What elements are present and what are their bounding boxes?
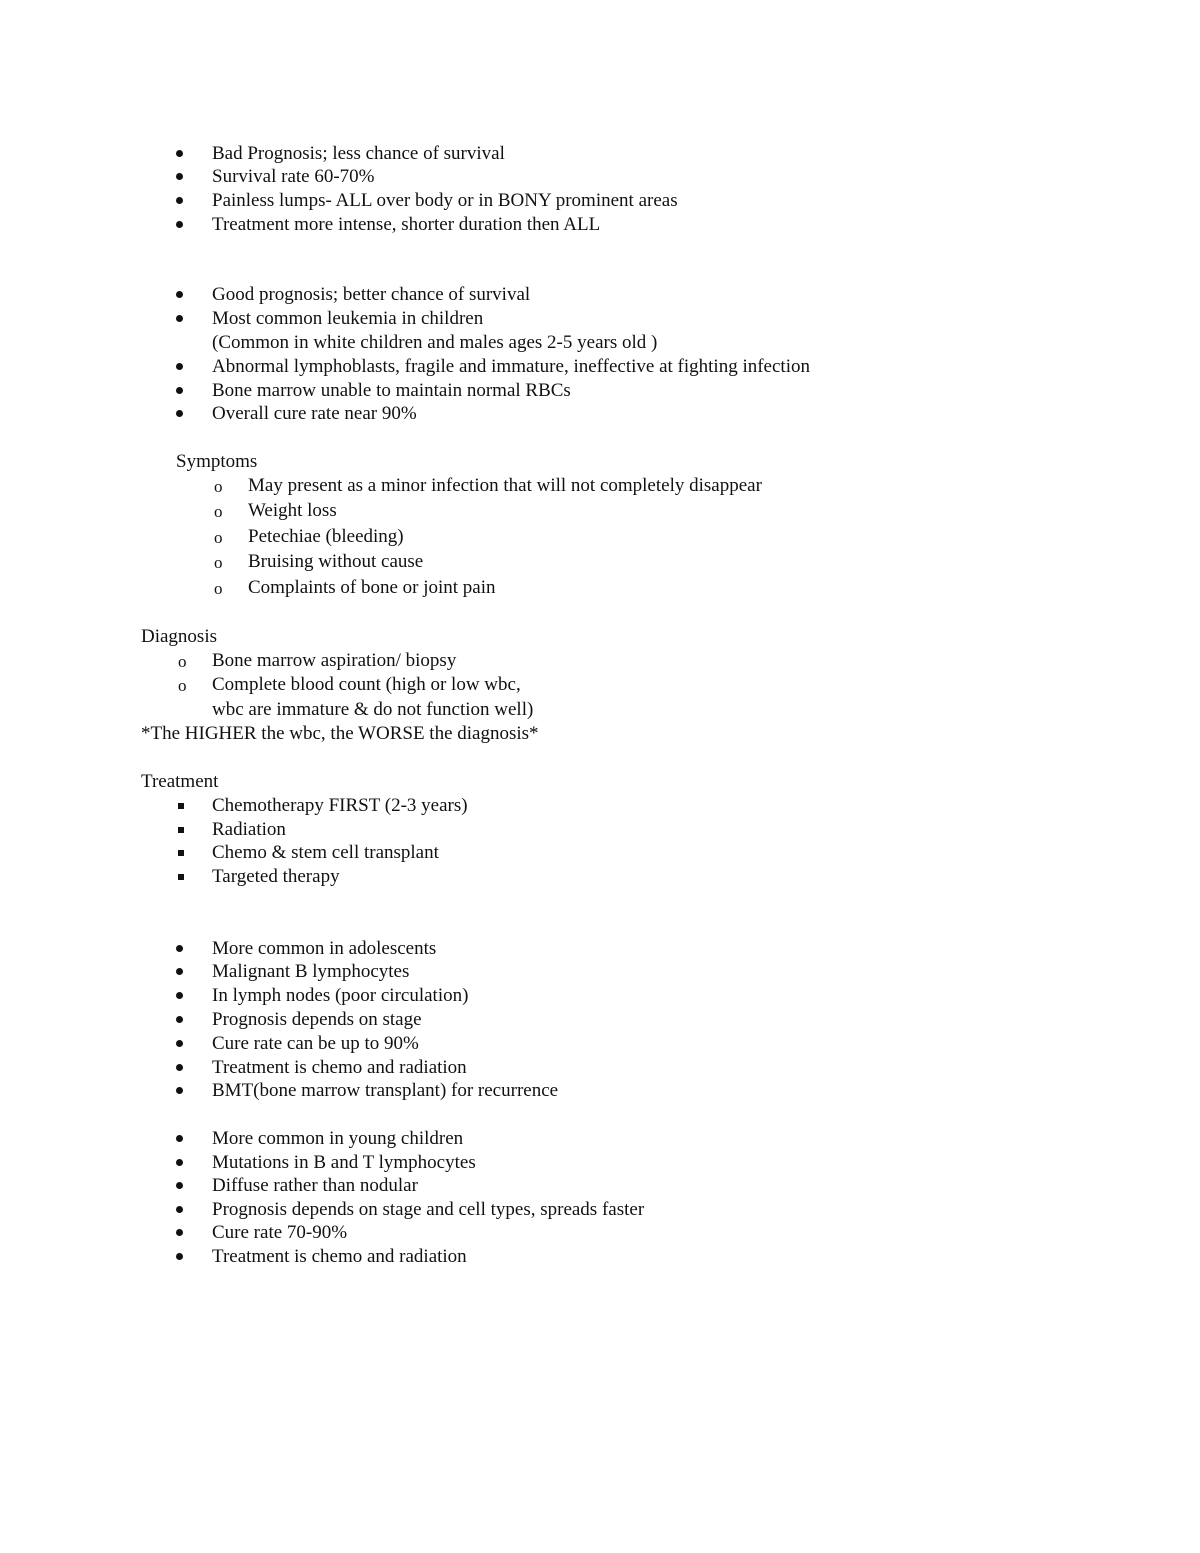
list-item: Prognosis depends on stage and cell types, spreads faster [212,1199,645,1220]
bullet-marker [176,315,183,322]
circle-marker: o [178,652,187,671]
circle-marker: o [214,553,223,572]
square-marker [178,803,184,809]
list-item: Complaints of bone or joint pain [248,577,496,598]
bullet-marker [176,221,183,228]
bullet-marker [176,1182,183,1189]
diagnosis-note: *The HIGHER the wbc, the WORSE the diagnosis* [141,723,539,744]
list-item: Malignant B lymphocytes [212,961,410,982]
list-item: Treatment is chemo and radiation [212,1246,467,1267]
bullet-marker [176,410,183,417]
list-item: Weight loss [248,500,337,521]
bullet-marker [176,363,183,370]
list-item: In lymph nodes (poor circulation) [212,985,469,1006]
list-item-continuation: wbc are immature & do not function well) [212,699,534,720]
square-marker [178,850,184,856]
list-item: Complete blood count (high or low wbc, [212,674,521,695]
bullet-marker [176,1016,183,1023]
bullet-marker [176,173,183,180]
list-item: Good prognosis; better chance of survival [212,284,531,305]
list-item: Survival rate 60-70% [212,166,375,187]
bullet-marker [176,291,183,298]
list-item: Cure rate 70-90% [212,1222,348,1243]
section-heading: Treatment [141,771,219,792]
bullet-marker [176,1135,183,1142]
list-item: Bone marrow aspiration/ biopsy [212,650,457,671]
list-item: More common in young children [212,1128,464,1149]
list-item: Overall cure rate near 90% [212,403,417,424]
circle-marker: o [214,502,223,521]
list-item: Bad Prognosis; less chance of survival [212,143,505,164]
list-item: Abnormal lymphoblasts, fragile and immature, ineffective at fighting infection [212,356,810,377]
list-item: Bruising without cause [248,551,424,572]
bullet-marker [176,1229,183,1236]
bullet-marker [176,387,183,394]
list-item: Treatment more intense, shorter duration then ALL [212,214,601,235]
list-item: More common in adolescents [212,938,437,959]
circle-marker: o [214,528,223,547]
list-item: Most common leukemia in children [212,308,484,329]
circle-marker: o [178,676,187,695]
square-marker [178,874,184,880]
bullet-marker [176,197,183,204]
list-item: Chemotherapy FIRST (2-3 years) [212,795,468,816]
bullet-marker [176,1087,183,1094]
bullet-marker [176,150,183,157]
section-heading: Symptoms [176,451,258,472]
bullet-marker [176,1040,183,1047]
list-item: Chemo & stem cell transplant [212,842,439,863]
bullet-marker [176,992,183,999]
circle-marker: o [214,477,223,496]
section-heading: Diagnosis [141,626,217,647]
bullet-marker [176,968,183,975]
list-item: Radiation [212,819,286,840]
list-item: Petechiae (bleeding) [248,526,404,547]
list-item: Prognosis depends on stage [212,1009,422,1030]
list-item: Bone marrow unable to maintain normal RBCs [212,380,571,401]
square-marker [178,827,184,833]
list-item: Targeted therapy [212,866,340,887]
list-item-continuation: (Common in white children and males ages 2-5 years old ) [212,332,658,353]
bullet-marker [176,1064,183,1071]
bullet-marker [176,1206,183,1213]
circle-marker: o [214,579,223,598]
list-item: Treatment is chemo and radiation [212,1057,467,1078]
bullet-marker [176,1159,183,1166]
bullet-marker [176,945,183,952]
list-item: Cure rate can be up to 90% [212,1033,419,1054]
list-item: Diffuse rather than nodular [212,1175,418,1196]
list-item: Mutations in B and T lymphocytes [212,1152,476,1173]
bullet-marker [176,1253,183,1260]
list-item: BMT(bone marrow transplant) for recurrence [212,1080,559,1101]
list-item: Painless lumps- ALL over body or in BONY prominent areas [212,190,678,211]
list-item: May present as a minor infection that will not completely disappear [248,475,762,496]
